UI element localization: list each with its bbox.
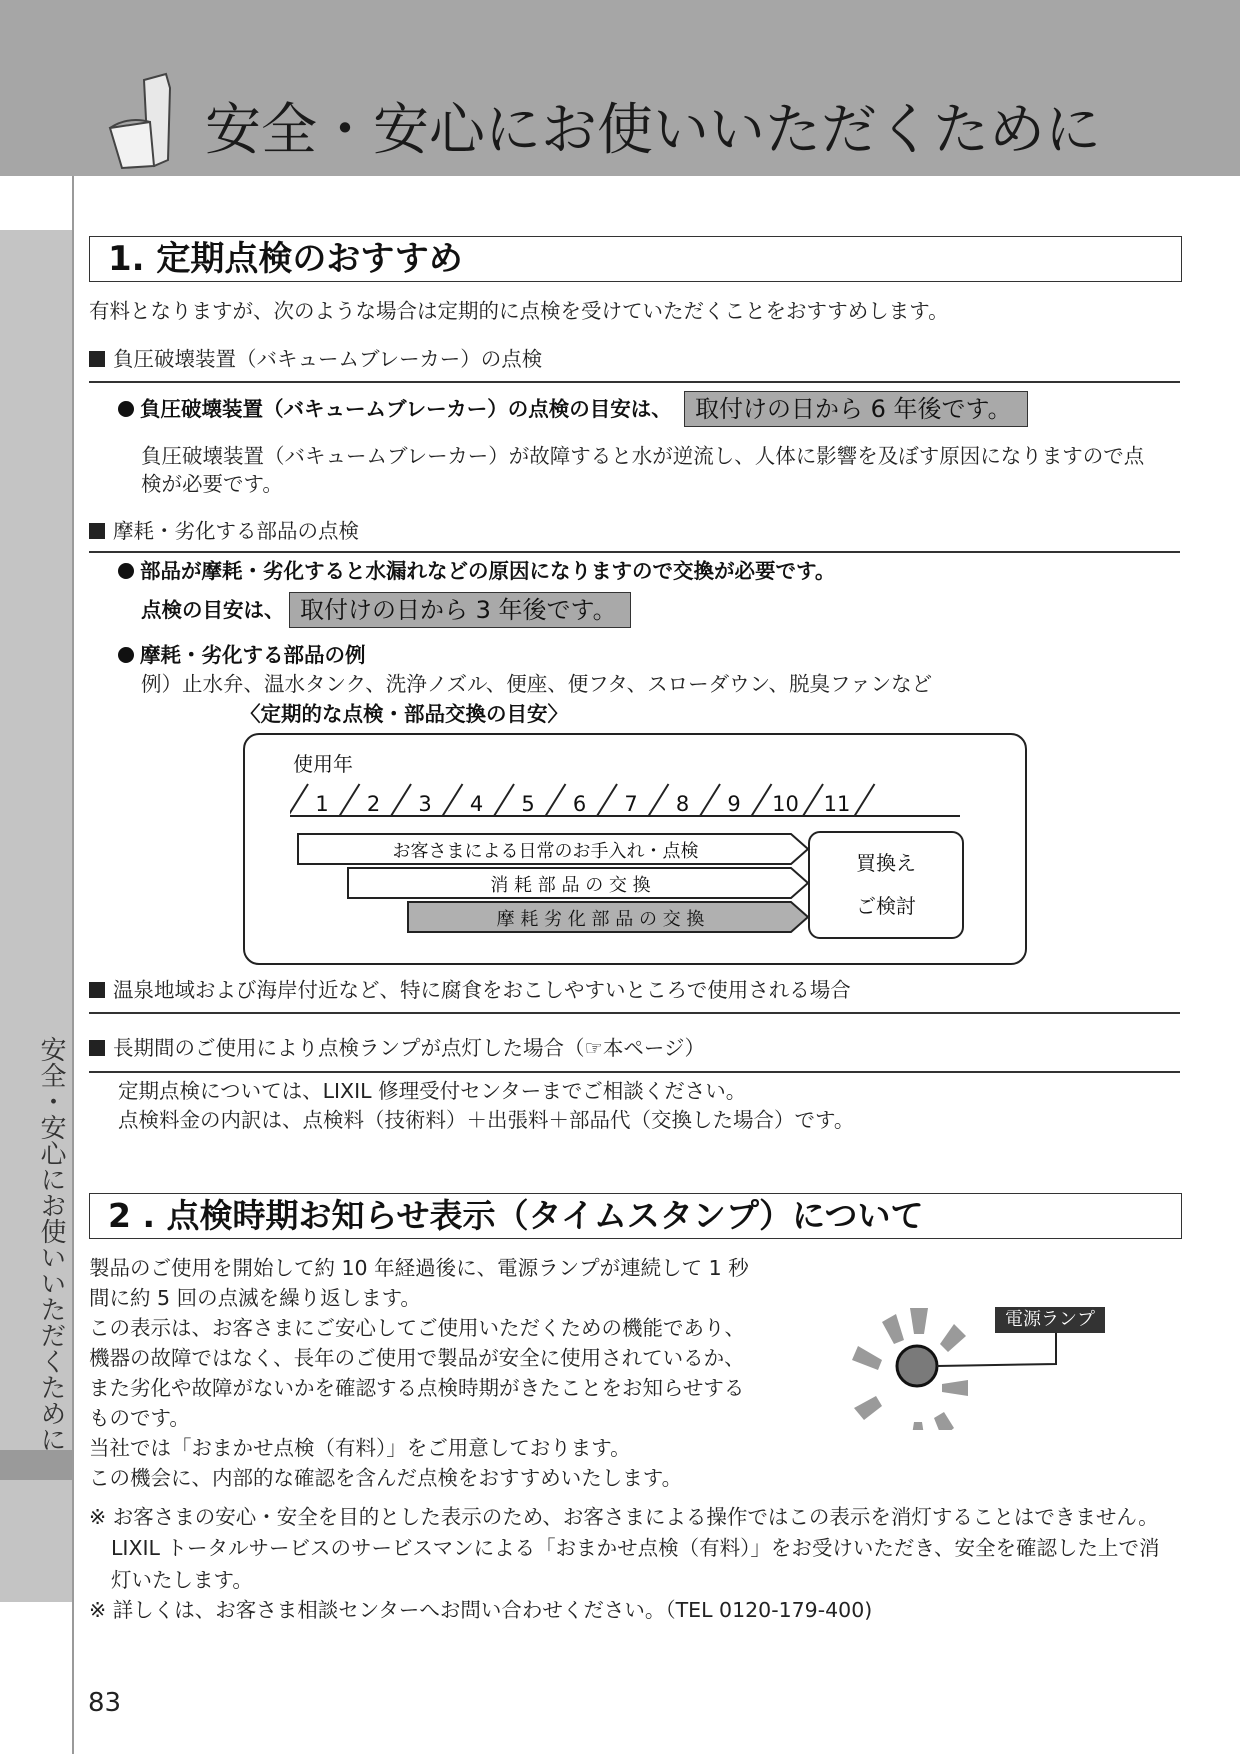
section1-heading: 1. 定期点検のおすすめ [108, 239, 463, 279]
sub2-label: 点検の目安は、 [141, 598, 285, 622]
section2-body [89, 1253, 749, 1493]
round-bullet-icon [118, 563, 134, 579]
square-bullet-icon [89, 351, 105, 367]
square-bullet-icon [89, 982, 105, 998]
arrow-label-3: 摩 耗 劣 化 部 品 の 交 換 [496, 909, 705, 930]
side-tab-marker [0, 1450, 72, 1480]
section2-line: 間に約 5 回の点滅を繰り返します。 [89, 1286, 421, 1310]
page-title: 安全・安心にお使いいただくために [205, 98, 1101, 163]
section2-line: ものです。 [89, 1406, 190, 1430]
section2-line: 機器の故障ではなく、長年のご使用で製品が安全に使用されているか、 [89, 1346, 745, 1370]
year-label: 2 [366, 792, 381, 816]
divider [89, 1071, 1180, 1073]
replacement-line2: ご検討 [856, 894, 916, 918]
sub1-body-line1: 負圧破壊装置（バキュームブレーカー）が故障すると水が逆流し、人体に影響を及ぼす原因になりますので点 [141, 444, 1145, 468]
round-bullet-icon [118, 401, 134, 417]
divider [89, 551, 1180, 553]
divider [89, 1012, 1180, 1014]
sub1-heading: 負圧破壊装置（バキュームブレーカー）の点検 [89, 344, 542, 374]
section2-line: この機会に、内部的な確認を含んだ点検をおすすめいたします。 [89, 1466, 683, 1490]
sub2-highlight: 取付けの日から 3 年後です。 [289, 592, 631, 628]
arrow-label-2: 消 耗 部 品 の 交 換 [490, 875, 651, 896]
section2-line: この表示は、お客さまにご安心してご使用いただくための機能であり、 [89, 1316, 745, 1340]
note1-line2: LIXIL トータルサービスのサービスマンによる「おまかせ点検（有料）」をお受けいただき、安全を確認した上で消 [111, 1536, 1160, 1560]
section2-heading-box [89, 1193, 1182, 1239]
year-label: 11 [823, 792, 851, 816]
year-slash [649, 784, 669, 816]
year-slash [855, 784, 875, 816]
section1-intro: 有料となりますが、次のような場合は定期的に点検を受けていただくことをおすすめします。 [89, 299, 949, 323]
year-labels [315, 792, 850, 816]
sub4-heading: 長期間のご使用により点検ランプが点灯した場合（☞本ページ） [89, 1033, 705, 1063]
year-label: 7 [624, 792, 638, 816]
page-number: 83 [88, 1688, 122, 1718]
year-axis [290, 780, 970, 820]
chart-axis-label: 使用年 [293, 752, 353, 776]
sub2-example: 例）止水弁、温水タンク、洗浄ノズル、便座、便フタ、スローダウン、脱臭ファンなど [141, 672, 933, 696]
note1-line1: ※ お客さまの安心・安全を目的とした表示のため、お客さまによる操作ではこの表示を消灯することはできません。 [89, 1505, 1159, 1529]
year-label: 3 [418, 792, 432, 816]
square-bullet-icon [89, 1040, 105, 1056]
sub2-bullet1: 部品が摩耗・劣化すると水漏れなどの原因になりますので交換が必要です。 [118, 556, 835, 586]
square-bullet-icon [89, 523, 105, 539]
sub1-bullet: 負圧破壊装置（バキュームブレーカー）の点検の目安は、 [118, 394, 672, 424]
year-label: 1 [315, 792, 329, 816]
year-slash [443, 784, 463, 816]
year-slash [546, 784, 566, 816]
section2-heading: 2 . 点検時期お知らせ表示（タイムスタンプ）について [108, 1196, 924, 1235]
year-label: 9 [727, 792, 741, 816]
year-label: 6 [572, 792, 587, 816]
section2-line: また劣化や故障がないかを確認する点検時期がきたことをお知らせする [89, 1376, 745, 1400]
year-slash [340, 784, 360, 816]
year-slash [494, 784, 514, 816]
power-lamp-label: 電源ランプ [995, 1307, 1105, 1333]
year-slash [803, 784, 823, 816]
note1-line3: 灯いたします。 [111, 1568, 253, 1592]
year-label: 5 [521, 792, 535, 816]
sub1-highlight: 取付けの日から 6 年後です。 [684, 391, 1028, 427]
arrow-label-1: お客さまによる日常のお手入れ・点検 [392, 841, 699, 862]
year-slash [597, 784, 617, 816]
note2: ※ 詳しくは、お客さま相談センターへお問い合わせください。（TEL 0120-179-400) [89, 1598, 873, 1622]
sub4-line1: 定期点検については、LIXIL 修理受付センターまでご相談ください。 [118, 1079, 747, 1103]
side-tab-label: 安全・安心にお使いいただくために [36, 1036, 66, 1452]
year-slash [752, 784, 772, 816]
section2-line: 当社では「おまかせ点検（有料）」をご用意しております。 [89, 1436, 631, 1460]
toilet-icon [104, 70, 182, 170]
year-slash [290, 784, 308, 816]
power-lamp-icon [897, 1346, 937, 1386]
sub4-line2: 点検料金の内訳は、点検料（技術料）＋出張料＋部品代（交換した場合）です。 [118, 1108, 855, 1132]
sub2-bullet2: 摩耗・劣化する部品の例 [118, 640, 366, 670]
year-label: 8 [675, 792, 690, 816]
section2-line: 製品のご使用を開始して約 10 年経過後に、電源ランプが連続して 1 秒 [89, 1256, 749, 1280]
left-margin-rule [72, 176, 74, 1754]
sub2-heading: 摩耗・劣化する部品の点検 [89, 516, 359, 546]
replacement-box [808, 831, 964, 939]
year-slash [700, 784, 720, 816]
divider [89, 381, 1180, 383]
year-slash [391, 784, 411, 816]
sub3-heading: 温泉地域および海岸付近など、特に腐食をおこしやすいところで使用される場合 [89, 975, 851, 1005]
replacement-line1: 買換え [856, 851, 916, 875]
chart-caption: 〈定期的な点検・部品交換の目安〉 [240, 702, 568, 726]
section1-heading-box [89, 236, 1182, 282]
year-label: 4 [469, 792, 484, 816]
sub1-body-line2: 検が必要です。 [141, 472, 283, 496]
round-bullet-icon [118, 647, 134, 663]
year-label: 10 [772, 792, 799, 816]
